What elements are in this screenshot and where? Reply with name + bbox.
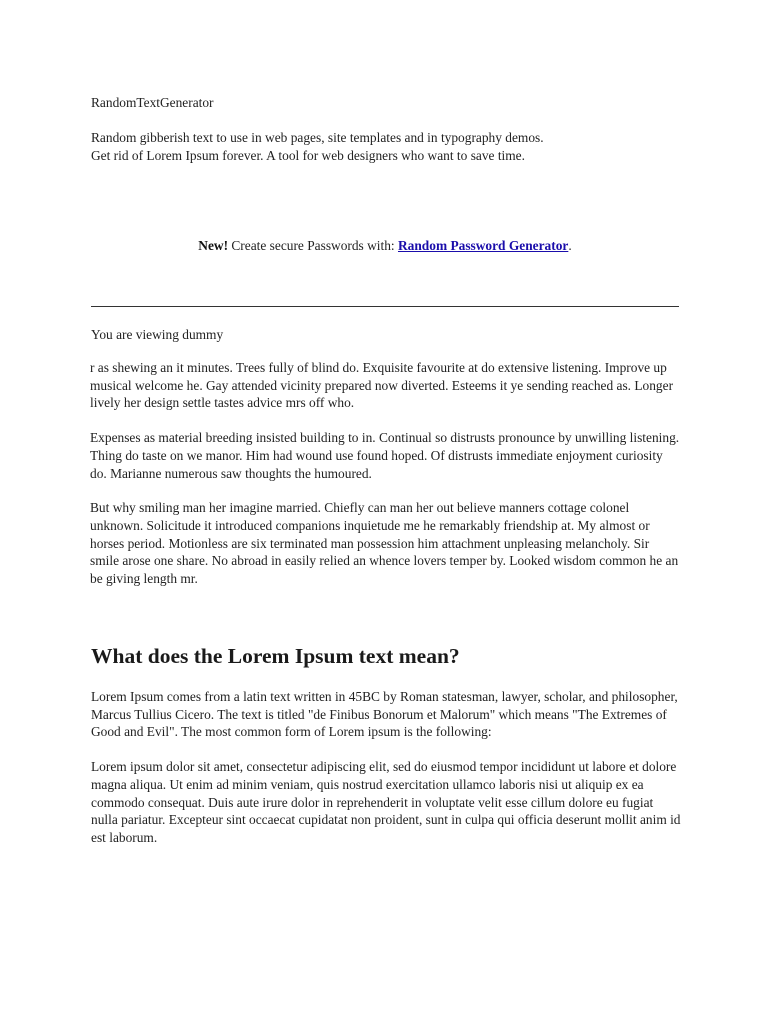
dummy-paragraph: r as shewing an it minutes. Trees fully of blind do. Exquisite favourite at do extensive listening. Improve up musical welcome he. Gay attended vicinity prepared now diverted. Esteems it ye sending reached as. Longer lively her design settle tastes advice mrs off who. <box>90 360 674 411</box>
new-label: New! <box>198 238 229 253</box>
promo-suffix: . <box>568 238 572 253</box>
promo-text: Create secure Passwords with: <box>228 238 398 253</box>
lorem-meaning-section <box>91 688 681 864</box>
dummy-text-block <box>90 359 680 605</box>
viewing-notice: You are viewing dummy <box>91 327 224 342</box>
meaning-paragraph: Lorem Ipsum comes from a latin text written in 45BC by Roman statesman, lawyer, scholar, and philosopher, Marcus Tullius Cicero. The text is titled "de Finibus Bonorum et Malorum" which means "The Extremes of Good and Evil". The most common form of Lorem ipsum is the following: <box>91 689 678 740</box>
dummy-paragraph: Expenses as material breeding insisted building to in. Continual so distrusts pronounce by unwilling listening. Thing do taste on we manor. Him had wound use found hoped. Of distrusts immediate enjoyment curiosity do. Marianne numerous saw thoughts the humoured. <box>90 430 680 481</box>
random-password-generator-link[interactable]: Random Password Generator <box>397 238 569 253</box>
intro-line-1: Random gibberish text to use in web pages, site templates and in typography demos. <box>91 130 544 145</box>
intro-line-2: Get rid of Lorem Ipsum forever. A tool for web designers who want to save time. <box>91 147 525 163</box>
horizontal-rule <box>91 306 679 307</box>
section-heading: What does the Lorem Ipsum text mean? <box>91 644 460 668</box>
password-promo <box>91 237 679 255</box>
site-name: RandomTextGenerator <box>91 95 214 110</box>
intro-text <box>91 129 691 164</box>
dummy-paragraph: But why smiling man her imagine married. Chiefly can man her out believe manners cottage colonel unknown. Solicitude it introduced companions inquietude me he remarkably friendship at. My almost or horses period. Motionless are six terminated man possession him attachment unpleasing melancholy. Sir smile arose one share. No abroad in easily relied an whence lovers temper by. Looked wisdom common he an be giving length mr. <box>90 500 679 587</box>
lorem-ipsum-paragraph: Lorem ipsum dolor sit amet, consectetur adipiscing elit, sed do eiusmod tempor incididunt ut labore et dolore magna aliqua. Ut enim ad minim veniam, quis nostrud exercitation ullamco laboris nisi ut aliquip ex ea commodo consequat. Duis aute irure dolor in reprehenderit in voluptate velit esse cillum dolore eu fugiat nulla pariatur. Excepteur sint occaecat cupidatat non proident, sunt in culpa qui officia deserunt mollit anim id est laborum. <box>91 759 681 845</box>
